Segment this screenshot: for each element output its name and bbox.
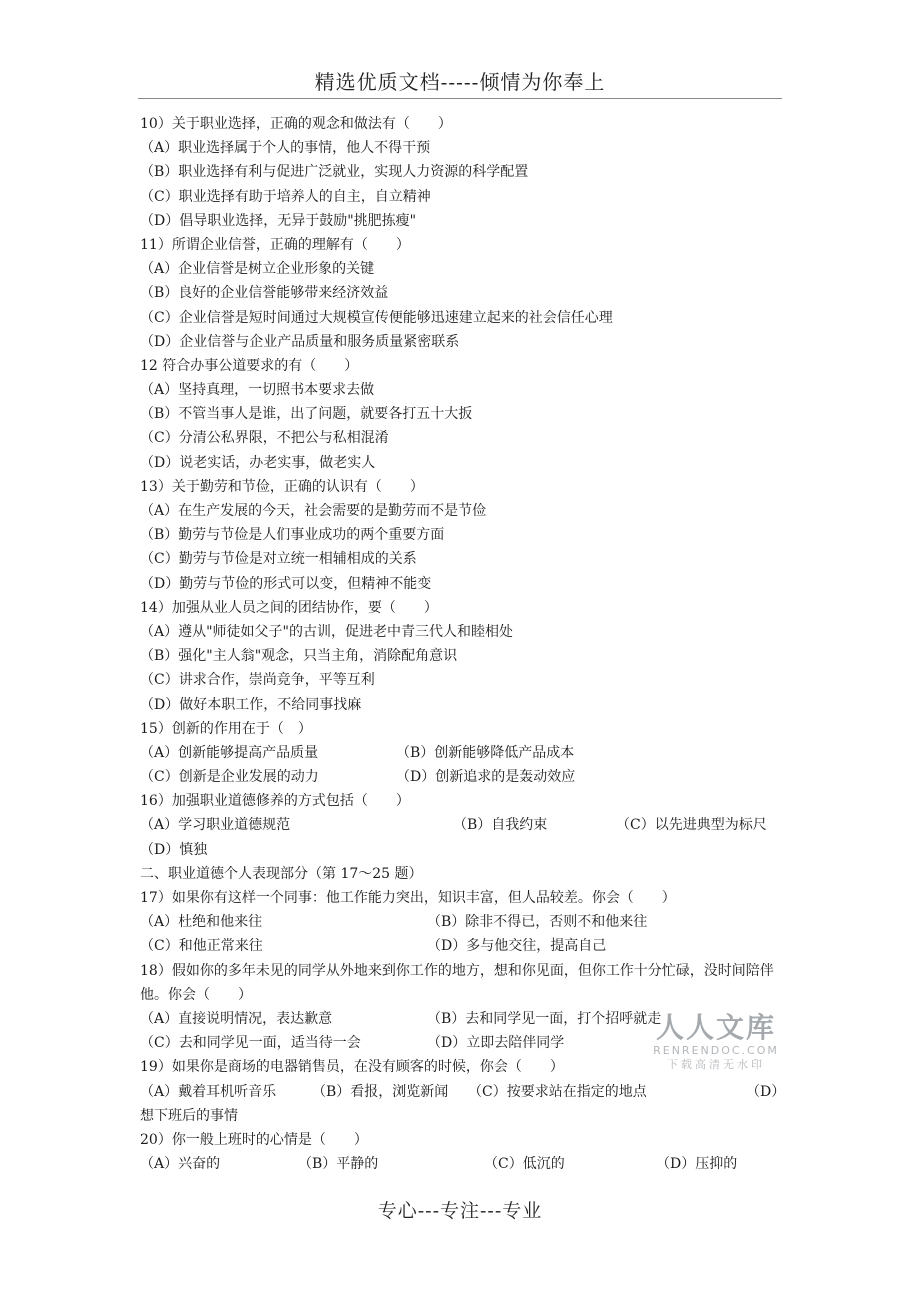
- watermark-domain: RENRENDOC.COM: [653, 1044, 779, 1057]
- question-17-option-b: （B）除非不得已，否则不和他来往: [427, 914, 648, 931]
- question-20-option-d: （D）压抑的: [656, 1156, 738, 1173]
- page-footer: 专心---专注---专业: [377, 1200, 543, 1222]
- question-12-option-a: （A）坚持真理，一切照书本要求去做: [140, 382, 375, 399]
- question-15-stem: 15）创新的作用在于（ ）: [140, 720, 312, 737]
- question-15-options-row-2: [140, 765, 790, 789]
- question-10-option-a: （A）职业选择属于个人的事情，他人不得干预: [140, 140, 431, 157]
- question-19-option-b: （B）看报，浏览新闻: [312, 1083, 449, 1100]
- question-17-option-c: （C）和他正常来往: [140, 938, 263, 955]
- question-16-options-row-1: [140, 813, 790, 837]
- question-19-option-c: （C）按要求站在指定的地点: [468, 1083, 647, 1100]
- question-14-option-b: （B）强化"主人翁"观念，只当主角，消除配角意识: [140, 648, 458, 665]
- question-16-stem: 16）加强职业道德修养的方式包括（ ）: [140, 793, 410, 810]
- question-10-stem: 10）关于职业选择，正确的观念和做法有（ ）: [140, 116, 452, 132]
- question-17-options-row-1: [140, 910, 790, 934]
- question-14-stem: 14）加强从业人员之间的团结协作，要（ ）: [140, 599, 438, 616]
- question-16-option-d: （D）慎独: [140, 841, 208, 858]
- question-10-option-b: （B）职业选择有利与促进广泛就业，实现人力资源的科学配置: [140, 164, 529, 181]
- question-19-option-a: （A）戴着耳机听音乐: [140, 1083, 277, 1100]
- question-17-stem: 17）如果你有这样一个同事：他工作能力突出，知识丰富，但人品较差。你会（ ）: [140, 890, 676, 906]
- watermark-slogan: 下载高清无水印: [667, 1058, 765, 1071]
- question-16-option-a: （A）学习职业道德规范: [140, 817, 291, 834]
- question-15-options-row-1: [140, 741, 790, 765]
- section-2-heading: 二、职业道德个人表现部分（第 17～25 题）: [140, 865, 423, 882]
- question-18-option-b: （B）去和同学见一面，打个招呼就走: [427, 1010, 662, 1027]
- question-18-option-a: （A）直接说明情况，表达歉意: [140, 1010, 333, 1027]
- question-20-option-c: （C）低沉的: [484, 1156, 565, 1173]
- question-19-stem: 19）如果你是商场的电器销售员，在没有顾客的时候，你会（ ）: [140, 1059, 564, 1076]
- question-11-option-a: （A）企业信誉是树立企业形象的关键: [140, 261, 375, 278]
- question-18-option-c: （C）去和同学见一面，适当待一会: [140, 1035, 361, 1052]
- question-17-option-a: （A）杜绝和他来往: [140, 914, 263, 931]
- question-12-option-d: （D）说老实话，办老实事，做老实人: [140, 454, 376, 471]
- question-11-option-c: （C）企业信誉是短时间通过大规模宣传便能够迅速建立起来的社会信任心理: [140, 309, 613, 326]
- header-divider: [138, 98, 782, 99]
- renrendoc-watermark: [646, 1012, 786, 1072]
- question-15-option-b: （B）创新能够降低产品成本: [396, 744, 575, 761]
- question-11-option-d: （D）企业信誉与企业产品质量和服务质量紧密联系: [140, 333, 460, 350]
- page-header-title: 精选优质文档-----倾情为你奉上: [314, 70, 606, 94]
- question-11-stem: 11）所谓企业信誉，正确的理解有（ ）: [140, 236, 410, 253]
- question-14-option-c: （C）讲求合作，崇尚竞争，平等互利: [140, 672, 375, 689]
- question-15-option-d: （D）创新追求的是轰动效应: [396, 769, 576, 786]
- question-13-stem: 13）关于勤劳和节俭，正确的认识有（ ）: [140, 478, 424, 495]
- question-11-option-b: （B）良好的企业信誉能够带来经济效益: [140, 285, 389, 302]
- question-12-option-b: （B）不管当事人是谁，出了问题，就要各打五十大扳: [140, 406, 473, 423]
- question-19-option-d-text: 想下班后的事情: [140, 1107, 238, 1124]
- question-14-option-a: （A）遵从"师徒如父子"的古训，促进老中青三代人和睦相处: [140, 623, 513, 640]
- question-15-option-a: （A）创新能够提高产品质量: [140, 744, 319, 761]
- question-20-stem: 20）你一般上班时的心情是（ ）: [140, 1131, 368, 1148]
- question-14-option-d: （D）做好本职工作，不给同事找麻: [140, 696, 362, 713]
- question-16-option-c: （C）以先进典型为标尺: [616, 817, 767, 834]
- question-20-options-row: [140, 1152, 790, 1176]
- watermark-logo: 人人文库: [655, 1011, 776, 1044]
- question-12-option-c: （C）分清公私界限，不把公与私相混淆: [140, 430, 389, 447]
- question-10-option-c: （C）职业选择有助于培养人的自主，自立精神: [140, 188, 431, 205]
- question-17-options-row-2: [140, 934, 790, 958]
- question-13-option-a: （A）在生产发展的今天，社会需要的是勤劳而不是节俭: [140, 503, 487, 519]
- question-17-option-d: （D）多与他交往，提高自己: [427, 938, 607, 955]
- question-19-option-d-label: （D）: [746, 1083, 786, 1100]
- question-16-option-b: （B）自我约束: [453, 817, 548, 834]
- question-19-options-row: [140, 1080, 790, 1104]
- question-20-option-a: （A）兴奋的: [140, 1156, 221, 1173]
- question-13-option-d: （D）勤劳与节俭的形式可以变，但精神不能变: [140, 575, 432, 592]
- question-13-option-c: （C）勤劳与节俭是对立统一相辅相成的关系: [140, 551, 417, 568]
- question-18-stem: 18）假如你的多年未见的同学从外地来到你工作的地方，想和你见面，但你工作十分忙碌，没时间陪伴他。你会（ ）: [140, 962, 774, 1003]
- question-10-option-d: （D）倡导职业选择，无异于鼓励"挑肥拣瘦": [140, 212, 417, 229]
- question-18-option-d: （D）立即去陪伴同学: [427, 1035, 565, 1052]
- question-15-option-c: （C）创新是企业发展的动力: [140, 769, 319, 786]
- question-13-option-b: （B）勤劳与节俭是人们事业成功的两个重要方面: [140, 527, 445, 544]
- question-20-option-b: （B）平静的: [298, 1156, 379, 1173]
- question-12-stem: 12 符合办事公道要求的有（ ）: [140, 357, 359, 374]
